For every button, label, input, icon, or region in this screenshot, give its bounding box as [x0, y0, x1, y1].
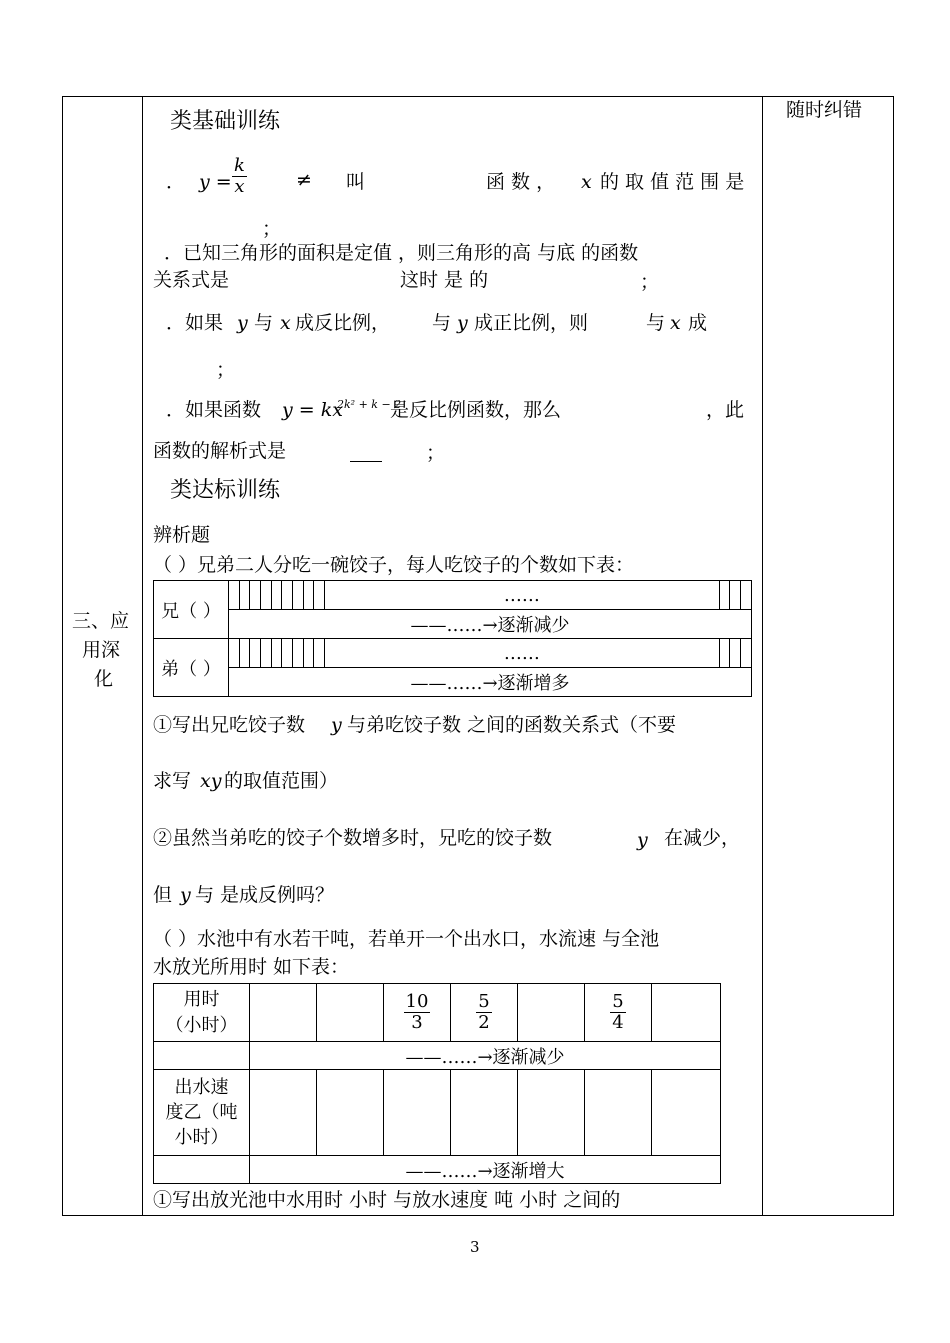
q1-frac-num: k — [234, 155, 245, 176]
p1-q1-a: ①写出兄吃饺子数 — [153, 714, 306, 736]
q3-y2: y — [457, 312, 468, 334]
time-cell-frac2 — [451, 984, 518, 1042]
q4-formula: y = kx — [282, 399, 343, 421]
page-number: 3 — [470, 1238, 480, 1256]
q1-neq: ≠ — [296, 169, 312, 191]
time-label-1: 用时 — [183, 989, 220, 1011]
p1-q2-y2: y — [180, 884, 191, 906]
p2-intro2: 水放光所用时 如下表： — [153, 956, 350, 978]
row2-dots: …… — [324, 639, 719, 668]
p1-q1-xy: xy — [200, 770, 222, 792]
frac1-num: 10 — [405, 991, 429, 1013]
p1-q1-c: 求写 — [153, 770, 192, 792]
column-divider-left — [142, 96, 143, 1216]
q1-dot: ． — [166, 171, 186, 193]
q1-jiao: 叫 — [346, 171, 366, 193]
q3-text-a: ．如果 — [166, 312, 224, 334]
q4-semicolon: ； — [426, 442, 446, 464]
speed-label-cell — [154, 1070, 250, 1156]
row1-trend: ——……→逐渐减少 — [229, 610, 752, 639]
q3-text-e: 成正比例，则 — [474, 312, 589, 334]
correction-note: 随时纠错 — [786, 99, 863, 121]
analysis-subheading: 辨析题 — [153, 524, 211, 546]
speed-trend: ——……→逐渐增大 — [250, 1156, 721, 1184]
q3-text-b: 与 — [254, 312, 274, 334]
q1-tail: 的 取 值 范 围 是 — [600, 171, 745, 193]
q3-semicolon: ； — [216, 359, 236, 381]
p1-q1-d: 的取值范围） — [224, 770, 339, 792]
frac1-den: 3 — [411, 1012, 423, 1033]
q4-text-a: ．如果函数 — [166, 399, 262, 421]
q3-text-c: 成反比例， — [295, 312, 391, 334]
q1-x: x — [581, 171, 592, 193]
time-trend: ——……→逐渐减少 — [250, 1042, 721, 1070]
frac2-num: 5 — [478, 991, 490, 1013]
time-label-cell — [154, 984, 250, 1042]
p1-q2-y: y — [637, 829, 648, 851]
speed-label-2: 度乙（吨 — [165, 1101, 238, 1123]
standard-training-heading: 类达标训练 — [170, 478, 281, 503]
q2-line1: ．已知三角形的面积是定值 ，则三角形的高 与底 的函数 — [164, 242, 639, 264]
q1-fraction — [232, 156, 247, 197]
q3-x2: x — [670, 312, 681, 334]
q3-x: x — [280, 312, 291, 334]
q4-exponent: 2k² + k − 2 — [337, 398, 402, 411]
section-label-line1: 三、应 — [72, 610, 130, 632]
q2-semicolon: ； — [640, 271, 660, 293]
q2-line2a: 关系式是 — [153, 269, 230, 291]
p2-intro1: （ ）水池中有水若干吨，若单开一个出水口，水流速 与全池 — [153, 928, 660, 950]
q1-formula: y = — [199, 171, 232, 193]
frac3-den: 4 — [612, 1012, 624, 1033]
q3-text-d: 与 — [432, 312, 452, 334]
q4-text-b: 是反比例函数，那么 — [390, 399, 562, 421]
row-younger-label: 弟（ ） — [154, 639, 229, 697]
q4-line2: 函数的解析式是 — [153, 440, 287, 462]
q3-y: y — [237, 312, 248, 334]
p1-q1-y: y — [331, 714, 342, 736]
dumpling-table — [153, 580, 752, 697]
p1-q1-b: 与弟吃饺子数 之间的函数关系式（不要 — [347, 714, 677, 736]
section-label-line3: 化 — [94, 668, 114, 690]
q3-text-f: 与 — [646, 312, 666, 334]
column-divider-right — [762, 96, 763, 1216]
row1-dots: …… — [324, 581, 719, 610]
q4-text-c: ，此 — [706, 399, 745, 421]
row-brother-label: 兄（ ） — [154, 581, 229, 639]
speed-label-1: 出水速 — [174, 1076, 229, 1098]
time-label-2: （小时） — [165, 1014, 238, 1036]
p1-q2-c: 但 — [153, 884, 173, 906]
basic-training-heading: 类基础训练 — [170, 109, 281, 134]
q1-semicolon: ； — [262, 218, 282, 240]
p2-q1: ①写出放光池中水用时 小时 与放水速度 吨 小时 之间的 — [153, 1189, 621, 1211]
speed-label-3: 小时） — [174, 1127, 229, 1149]
p1-q2-b: 在减少， — [664, 827, 741, 849]
q3-text-g: 成 — [688, 312, 708, 334]
p1-intro: （ ）兄弟二人分吃一碗饺子，每人吃饺子的个数如下表： — [153, 554, 635, 576]
time-cell-frac3 — [585, 984, 652, 1042]
row2-trend: ——……→逐渐增多 — [229, 668, 752, 697]
p1-q2-d: 与 是成反例吗？ — [195, 884, 335, 906]
water-table — [153, 983, 721, 1184]
time-cell-frac1 — [384, 984, 451, 1042]
frac3-num: 5 — [612, 991, 624, 1013]
q2-line2b: 这时 是 的 — [400, 269, 489, 291]
q4-blank — [350, 461, 382, 462]
frac2-den: 2 — [478, 1012, 490, 1033]
q1-frac-den: x — [234, 175, 245, 197]
q1-hanshu: 函 数 ， — [486, 171, 556, 193]
section-label-line2: 用深 — [82, 639, 121, 661]
p1-q2-a: ②虽然当弟吃的饺子个数增多时，兄吃的饺子数 — [153, 827, 553, 849]
